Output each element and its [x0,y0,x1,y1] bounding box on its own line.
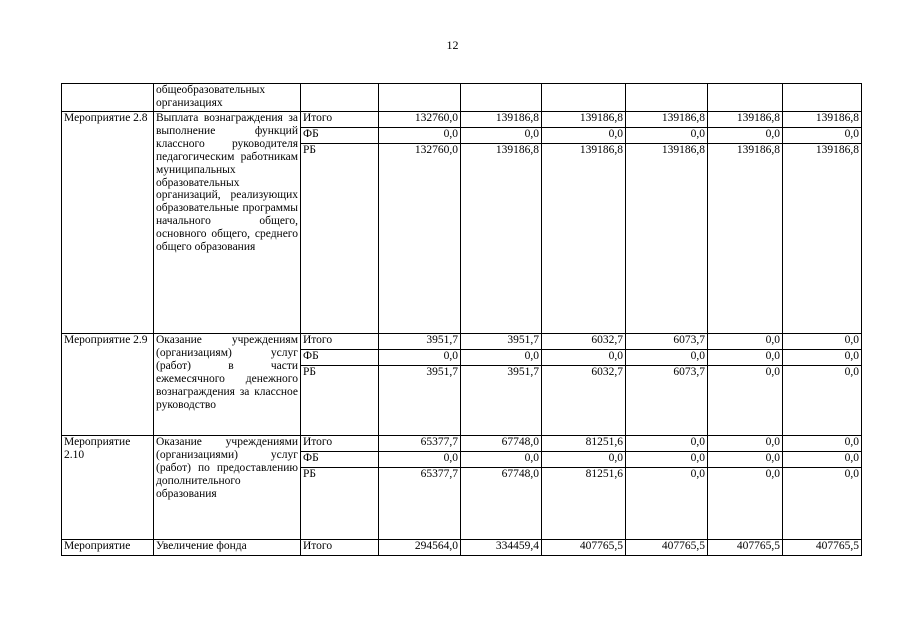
value-cell: 6032,7 [542,334,626,350]
value-cell: 294564,0 [379,540,461,556]
source-cell: Итого [301,334,379,350]
source-cell: ФБ [301,350,379,366]
value-cell: 0,0 [708,452,783,468]
value-cell: 132760,0 [379,144,461,334]
value-cell: 0,0 [708,334,783,350]
value-cell: 0,0 [783,436,862,452]
value-cell: 6073,7 [626,334,708,350]
value-cell: 0,0 [542,350,626,366]
event-label: Мероприятие 2.10 [62,436,154,540]
value-cell: 0,0 [461,128,542,144]
value-cell: 139186,8 [461,144,542,334]
source-cell: РБ [301,366,379,436]
value-cell: 139186,8 [626,144,708,334]
value-cell: 139186,8 [626,112,708,128]
value-cell: 0,0 [542,452,626,468]
value-cell: 407765,5 [542,540,626,556]
value-cell: 0,0 [783,350,862,366]
value-cell: 0,0 [708,436,783,452]
page-number: 12 [446,38,459,52]
source-cell: РБ [301,144,379,334]
value-cell: 132760,0 [379,112,461,128]
table-row [62,540,862,556]
value-cell: 139186,8 [783,144,862,334]
event-description: Оказание учреждениям (организациям) услуг (работ) в части ежемесячного денежного вознаграждения за классное руководство [154,334,301,436]
value-cell: 0,0 [626,350,708,366]
table-row [62,112,862,128]
value-cell: 407765,5 [783,540,862,556]
value-cell: 3951,7 [379,334,461,350]
value-cell: 407765,5 [708,540,783,556]
event-description: Выплата вознаграждения за выполнение функций классного руководителя педагогическим работникам муниципальных образовательных организаций, реализующих образовательные программы начального общего, основного общего, среднего общего образования [154,112,301,334]
value-cell: 81251,6 [542,436,626,452]
value-cell: 407765,5 [626,540,708,556]
event-description: Оказание учреждениями (организациями) услуг (работ) по предоставлению дополнительного образования [154,436,301,540]
value-cell: 0,0 [461,452,542,468]
value-cell: 0,0 [626,128,708,144]
event-label: Мероприятие 2.9 [62,334,154,436]
continuation-row [62,84,862,112]
source-cell: Итого [301,436,379,452]
value-cell: 3951,7 [461,366,542,436]
table-row [62,334,862,350]
value-cell: 6032,7 [542,366,626,436]
value-cell: 0,0 [708,128,783,144]
value-cell: 3951,7 [461,334,542,350]
value-cell: 139186,8 [461,112,542,128]
description-cell: общеобразовательных организациях [154,84,301,112]
source-cell: ФБ [301,452,379,468]
value-cell: 81251,6 [542,468,626,540]
value-cell: 139186,8 [708,112,783,128]
value-cell: 139186,8 [542,112,626,128]
budget-table [61,83,862,556]
value-cell: 0,0 [379,452,461,468]
value-cell: 139186,8 [708,144,783,334]
value-cell: 0,0 [783,366,862,436]
value-cell: 0,0 [783,468,862,540]
value-cell: 0,0 [626,468,708,540]
table-row [62,436,862,452]
value-cell: 0,0 [708,468,783,540]
value-cell: 0,0 [783,128,862,144]
value-cell: 0,0 [461,350,542,366]
event-label: Мероприятие [62,540,154,556]
event-description: Увеличение фонда [154,540,301,556]
value-cell: 0,0 [626,452,708,468]
value-cell: 0,0 [379,128,461,144]
value-cell: 0,0 [708,366,783,436]
value-cell: 0,0 [626,436,708,452]
value-cell: 0,0 [708,350,783,366]
event-label: Мероприятие 2.8 [62,112,154,334]
source-cell: Итого [301,112,379,128]
value-cell: 139186,8 [542,144,626,334]
event-cell [62,84,154,112]
value-cell: 0,0 [783,334,862,350]
value-cell: 0,0 [379,350,461,366]
value-cell: 65377,7 [379,468,461,540]
source-cell: РБ [301,468,379,540]
source-cell: ФБ [301,128,379,144]
value-cell: 334459,4 [461,540,542,556]
value-cell: 0,0 [542,128,626,144]
value-cell: 6073,7 [626,366,708,436]
value-cell: 67748,0 [461,468,542,540]
value-cell: 0,0 [783,452,862,468]
value-cell: 65377,7 [379,436,461,452]
source-cell: Итого [301,540,379,556]
value-cell: 3951,7 [379,366,461,436]
value-cell: 139186,8 [783,112,862,128]
value-cell: 67748,0 [461,436,542,452]
